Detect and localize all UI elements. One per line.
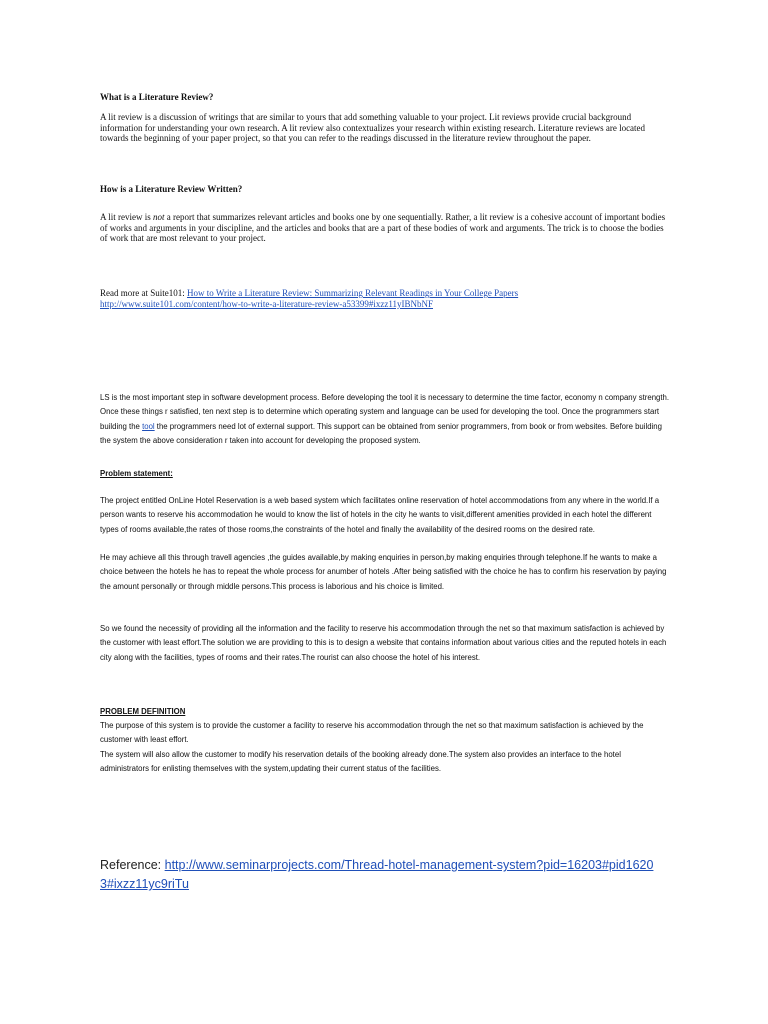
ls-paragraph	[100, 391, 670, 448]
read-more-line	[100, 288, 670, 309]
read-more-url-link[interactable]: http://www.suite101.com/content/how-to-write-a-literature-review-a53399#ixzz11yIBNbNF	[100, 298, 433, 309]
p2-emphasis: not	[153, 212, 165, 222]
ls-text-a: LS is the most important step in software development process. Before developing the tool it is necessary to determine the time factor, economy n company strength. Once these things r satisfied, ten next step is to determine which operating system and language can be used for developing the tool. Once the programmers start building the	[100, 393, 670, 431]
lit-review-heading: What is a Literature Review?	[100, 92, 214, 102]
reference-line	[100, 856, 660, 894]
p2-text-b: a report that summarizes relevant articles and books one by one sequentially. Rather, a lit review is a cohesive account of important bodies of works and arguments in your discipline, and the articles and books that are a part of these bodies of work and arguments. The trick is to choose the bodies of work that are most relevant to your project.	[100, 212, 666, 244]
reference-label: Reference:	[100, 858, 165, 872]
tool-link[interactable]: tool	[142, 421, 155, 431]
lit-review-written-paragraph	[100, 212, 670, 244]
definition-paragraph-2: The system will also allow the customer to modify his reservation details of the booking already done.The system also provides an interface to the hotel administrators for enlisting themselves with the system,updating their current status of the facilities.	[100, 750, 621, 774]
reference-url-link[interactable]: http://www.seminarprojects.com/Thread-hotel-management-system?pid=16203#pid16203#ixzz11yc9riTu	[100, 858, 654, 891]
read-more-prefix: Read more at Suite101:	[100, 288, 187, 298]
lit-review-paragraph: A lit review is a discussion of writings that are similar to yours that add something valuable to your project. Lit reviews provide crucial background information for understanding your own research. A lit review also contextualizes your research within existing research. Literature reviews are located towards the beginning of your paper project, so that you can refer to the readings discussed in the literature review throughout the paper.	[100, 112, 646, 144]
definition-paragraph-1: The purpose of this system is to provide the customer a facility to reserve his accommodation through the net so that maximum satisfaction is achieved by the customer with least effort.	[100, 721, 644, 745]
p2-text-a: A lit review is	[100, 212, 153, 222]
problem-paragraph-2: He may achieve all this through travell agencies ,the guides available,by making enquiries in person,by making enquiries through telephone.If he wants to make a choice between the hotels he has to repeat the whole process for anumber of hotels .After being satisfied with the choice he has to confirm his reservation by paying the amount personally or through middle persons.This process is laborious and his choice is limited.	[100, 553, 667, 591]
problem-definition-heading: PROBLEM DEFINITION	[100, 707, 186, 716]
read-more-title-link[interactable]: How to Write a Literature Review: Summarizing Relevant Readings in Your College Papers	[186, 288, 519, 298]
ls-text-b: the programmers need lot of external support. This support can be obtained from senior programmers, from book or from websites. Before building the system the above consideration r taken into account for developing the proposed system.	[100, 421, 662, 445]
problem-statement-heading: Problem statement:	[100, 469, 173, 478]
problem-paragraph-3: So we found the necessity of providing all the information and the facility to reserve his accommodation through the net so that maximum satisfaction is achieved by the customer with least effort.The solution we are providing to this is to design a website that contains information about various cities and the reputed hotels in each city along with the facilities, types of rooms and their rates.The rourist can also choose the hotel of his interest.	[100, 624, 667, 662]
lit-review-written-heading: How is a Literature Review Written?	[100, 184, 243, 194]
problem-paragraph-1: The project entitled OnLine Hotel Reservation is a web based system which facilitates online reservation of hotel accommodations from any where in the world.If a person wants to reserve his accommodation he would to know the list of hotels in the city he wants to visit,different amenities provided in each hotel the different types of rooms available,the rates of those rooms,the constraints of the hotel and finally the availability of the desired rooms on the desired rate.	[100, 496, 660, 534]
